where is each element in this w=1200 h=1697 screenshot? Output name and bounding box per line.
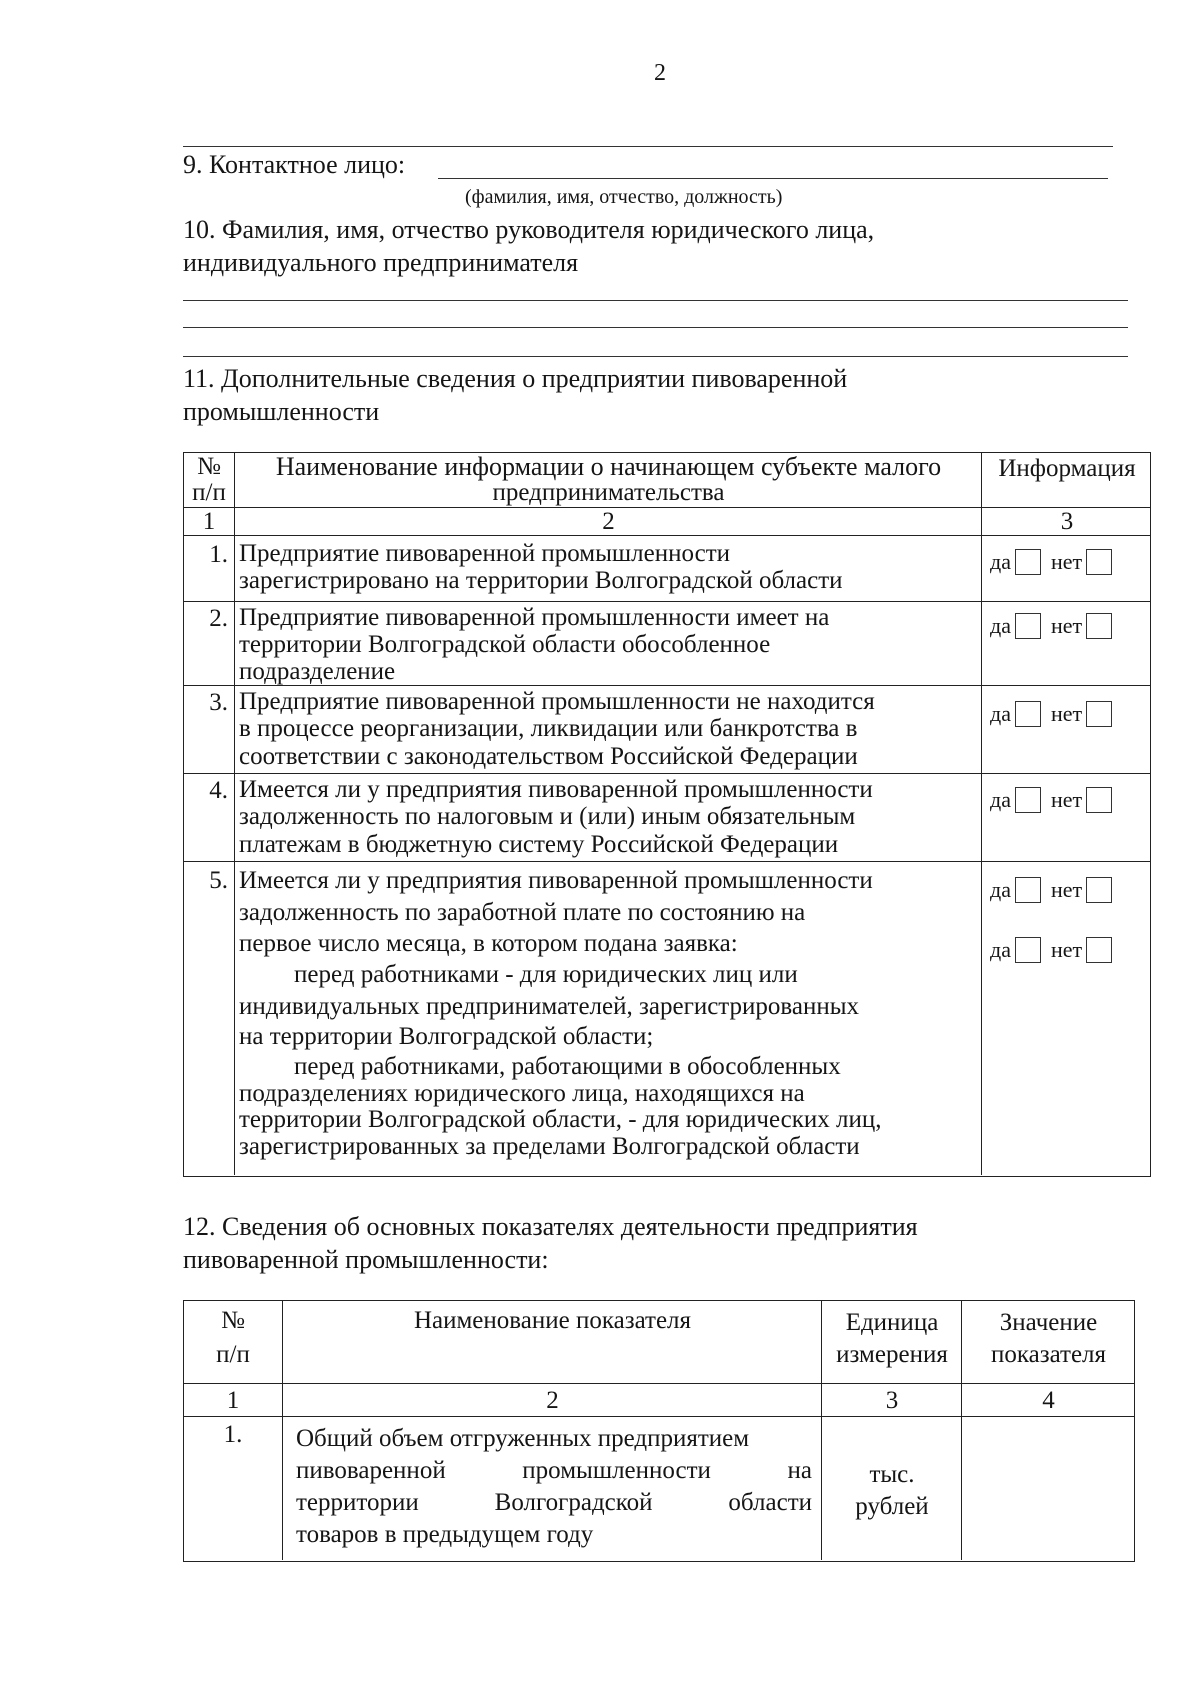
- table2-row1-name-line2: пивоваренной промышленности на: [296, 1457, 812, 1484]
- no-checkbox[interactable]: [1086, 613, 1112, 639]
- no-label: нет: [1050, 877, 1083, 902]
- yes-label: да: [990, 701, 1011, 726]
- table1-row4-line2: задолженность по налоговым и (или) иным обязательным: [239, 803, 856, 830]
- contact-person-field[interactable]: [438, 178, 1108, 179]
- yes-label: да: [990, 613, 1011, 638]
- contact-person-label: 9. Контактное лицо:: [183, 150, 406, 179]
- table1-col-divider-1: [234, 453, 235, 1175]
- page-number: 2: [654, 60, 666, 86]
- table1-row5-line6: на территории Волгоградской области;: [239, 1023, 654, 1050]
- table1-row3-line1: Предприятие пивоваренной промышленности не находится: [239, 688, 875, 715]
- table1-row-divider-2: [184, 685, 1150, 686]
- table2-header-name: Наименование показателя: [413, 1307, 692, 1334]
- table1-row2-line1: Предприятие пивоваренной промышленности имеет на: [239, 604, 830, 631]
- table2-row1-num: 1.: [223, 1421, 243, 1448]
- no-checkbox[interactable]: [1086, 787, 1112, 813]
- table1-row5-line7: перед работниками, работающими в обособленных: [294, 1053, 841, 1080]
- table2-header-value-line2: показателя: [990, 1341, 1107, 1368]
- no-label: нет: [1050, 937, 1083, 962]
- table1-row1-yes-option[interactable]: [990, 549, 1118, 575]
- yes-label: да: [990, 549, 1011, 574]
- indicators-table: [183, 1300, 1135, 1562]
- no-checkbox[interactable]: [1086, 937, 1112, 963]
- table1-row2-line2: территории Волгоградской области обособленное: [239, 631, 771, 658]
- yes-label: да: [990, 787, 1011, 812]
- table1-row4-num: 4.: [209, 777, 228, 804]
- table2-col-divider-1: [282, 1301, 283, 1560]
- table1-row5-line4: перед работниками - для юридических лиц или: [294, 961, 798, 988]
- table2-header-num-line1: №: [221, 1307, 245, 1334]
- table1-row3-line2: в процессе реорганизации, ликвидации или банкротства в: [239, 715, 858, 742]
- no-checkbox[interactable]: [1086, 549, 1112, 575]
- table1-colnum-3: 3: [1060, 508, 1074, 535]
- additional-info-table: [183, 452, 1151, 1177]
- table2-row1-name: [296, 1423, 812, 1551]
- yes-checkbox[interactable]: [1015, 877, 1041, 903]
- yes-label: да: [990, 937, 1011, 962]
- table1-row5-line10: зарегистрированных за пределами Волгоградской области: [239, 1133, 860, 1160]
- table1-row-divider-3: [184, 773, 1150, 774]
- table2-row1-unit-line2: рублей: [855, 1493, 929, 1520]
- table1-colnum-divider: [184, 535, 1150, 536]
- no-label: нет: [1050, 613, 1083, 638]
- table1-row1-line2: зарегистрировано на территории Волгоградской области: [239, 567, 843, 594]
- item12-heading-line2: пивоваренной промышленности:: [183, 1245, 549, 1274]
- table2-header-unit-line2: измерения: [836, 1341, 948, 1368]
- table1-header-num-line2: п/п: [192, 479, 226, 506]
- item10-heading-line2: индивидуального предпринимателя: [183, 248, 579, 277]
- table1-row-divider-1: [184, 601, 1150, 602]
- table1-row5-line3: первое число месяца, в котором подана заявка:: [239, 930, 738, 957]
- table1-row5-line1: Имеется ли у предприятия пивоваренной промышленности: [239, 867, 873, 894]
- table2-colnum-1: 1: [226, 1387, 240, 1414]
- table2-row1-name-line4: товаров в предыдущем году: [296, 1521, 594, 1548]
- table1-row5-line8: подразделениях юридического лица, находящихся на: [239, 1080, 805, 1107]
- table1-row1-line1: Предприятие пивоваренной промышленности: [239, 540, 731, 567]
- no-label: нет: [1050, 701, 1083, 726]
- director-name-field-2[interactable]: [183, 327, 1128, 328]
- table1-header-name-line2: предпринимательства: [492, 479, 725, 506]
- table1-header-num-line1: №: [197, 453, 221, 480]
- table1-header-info: Информация: [998, 455, 1136, 482]
- table2-row1-unit-line1: тыс.: [869, 1461, 915, 1488]
- director-name-field-3[interactable]: [183, 356, 1128, 357]
- table1-row5-line5: индивидуальных предпринимателей, зарегистрированных: [239, 993, 860, 1020]
- table2-col-divider-2: [821, 1301, 822, 1560]
- table1-row5-num: 5.: [209, 867, 228, 894]
- no-checkbox[interactable]: [1086, 701, 1112, 727]
- table1-row2-line3: подразделение: [239, 658, 396, 685]
- table1-colnum-1: 1: [202, 508, 216, 535]
- item11-heading-line1: 11. Дополнительные сведения о предприятии пивоваренной: [183, 364, 848, 393]
- table1-row3-yes-no[interactable]: [990, 701, 1118, 727]
- table2-row1-name-line3: территории Волгоградской области: [296, 1489, 812, 1516]
- table1-row3-line3: соответствии с законодательством Российской Федерации: [239, 743, 858, 770]
- table1-row3-num: 3.: [209, 689, 228, 716]
- yes-checkbox[interactable]: [1015, 701, 1041, 727]
- table1-row4-yes-no[interactable]: [990, 787, 1118, 813]
- table1-row4-line1: Имеется ли у предприятия пивоваренной промышленности: [239, 776, 873, 803]
- yes-checkbox[interactable]: [1015, 549, 1041, 575]
- table1-row5-line2: задолженность по заработной плате по состоянию на: [239, 899, 806, 926]
- table2-colnum-3: 3: [885, 1387, 899, 1414]
- top-rule: [183, 146, 1113, 147]
- contact-person-caption: (фамилия, имя, отчество, должность): [465, 186, 783, 208]
- no-label: нет: [1050, 549, 1083, 574]
- table2-header-num-line2: п/п: [216, 1341, 250, 1368]
- table2-colnum-4: 4: [1042, 1387, 1055, 1414]
- yes-label: да: [990, 877, 1011, 902]
- table1-row5-yes-no-2[interactable]: [990, 937, 1118, 963]
- table1-header-name-line1: Наименование информации о начинающем субъекте малого: [275, 452, 942, 481]
- item12-heading-line1: 12. Сведения об основных показателях деятельности предприятия: [183, 1212, 918, 1241]
- director-name-field-1[interactable]: [183, 300, 1128, 301]
- table1-row5-line9: территории Волгоградской области, - для юридических лиц,: [239, 1106, 882, 1133]
- table1-row5-yes-no-1[interactable]: [990, 877, 1118, 903]
- yes-checkbox[interactable]: [1015, 613, 1041, 639]
- table2-header-unit-line1: Единица: [845, 1309, 939, 1336]
- table1-row2-num: 2.: [209, 605, 228, 632]
- table1-row2-yes-no[interactable]: [990, 613, 1118, 639]
- table2-col-divider-3: [961, 1301, 962, 1560]
- table2-row1-name-line1: Общий объем отгруженных предприятием: [296, 1425, 750, 1452]
- table2-colnum-2: 2: [546, 1387, 559, 1414]
- table1-colnum-2: 2: [602, 508, 615, 535]
- table1-col-divider-2: [981, 453, 982, 1175]
- item11-heading-line2: промышленности: [183, 397, 380, 426]
- table2-row1-value[interactable]: [963, 1461, 1134, 1551]
- table2-header-value-line1: Значение: [999, 1309, 1098, 1336]
- yes-checkbox[interactable]: [1015, 787, 1041, 813]
- table1-row4-line3: платежам в бюджетную систему Российской Федерации: [239, 831, 839, 858]
- yes-checkbox[interactable]: [1015, 937, 1041, 963]
- table1-row-divider-4: [184, 861, 1150, 862]
- no-label: нет: [1050, 787, 1083, 812]
- item10-heading-line1: 10. Фамилия, имя, отчество руководителя юридического лица,: [183, 215, 875, 244]
- table1-row1-num: 1.: [209, 541, 228, 568]
- no-checkbox[interactable]: [1086, 877, 1112, 903]
- table2-header-divider: [184, 1383, 1134, 1384]
